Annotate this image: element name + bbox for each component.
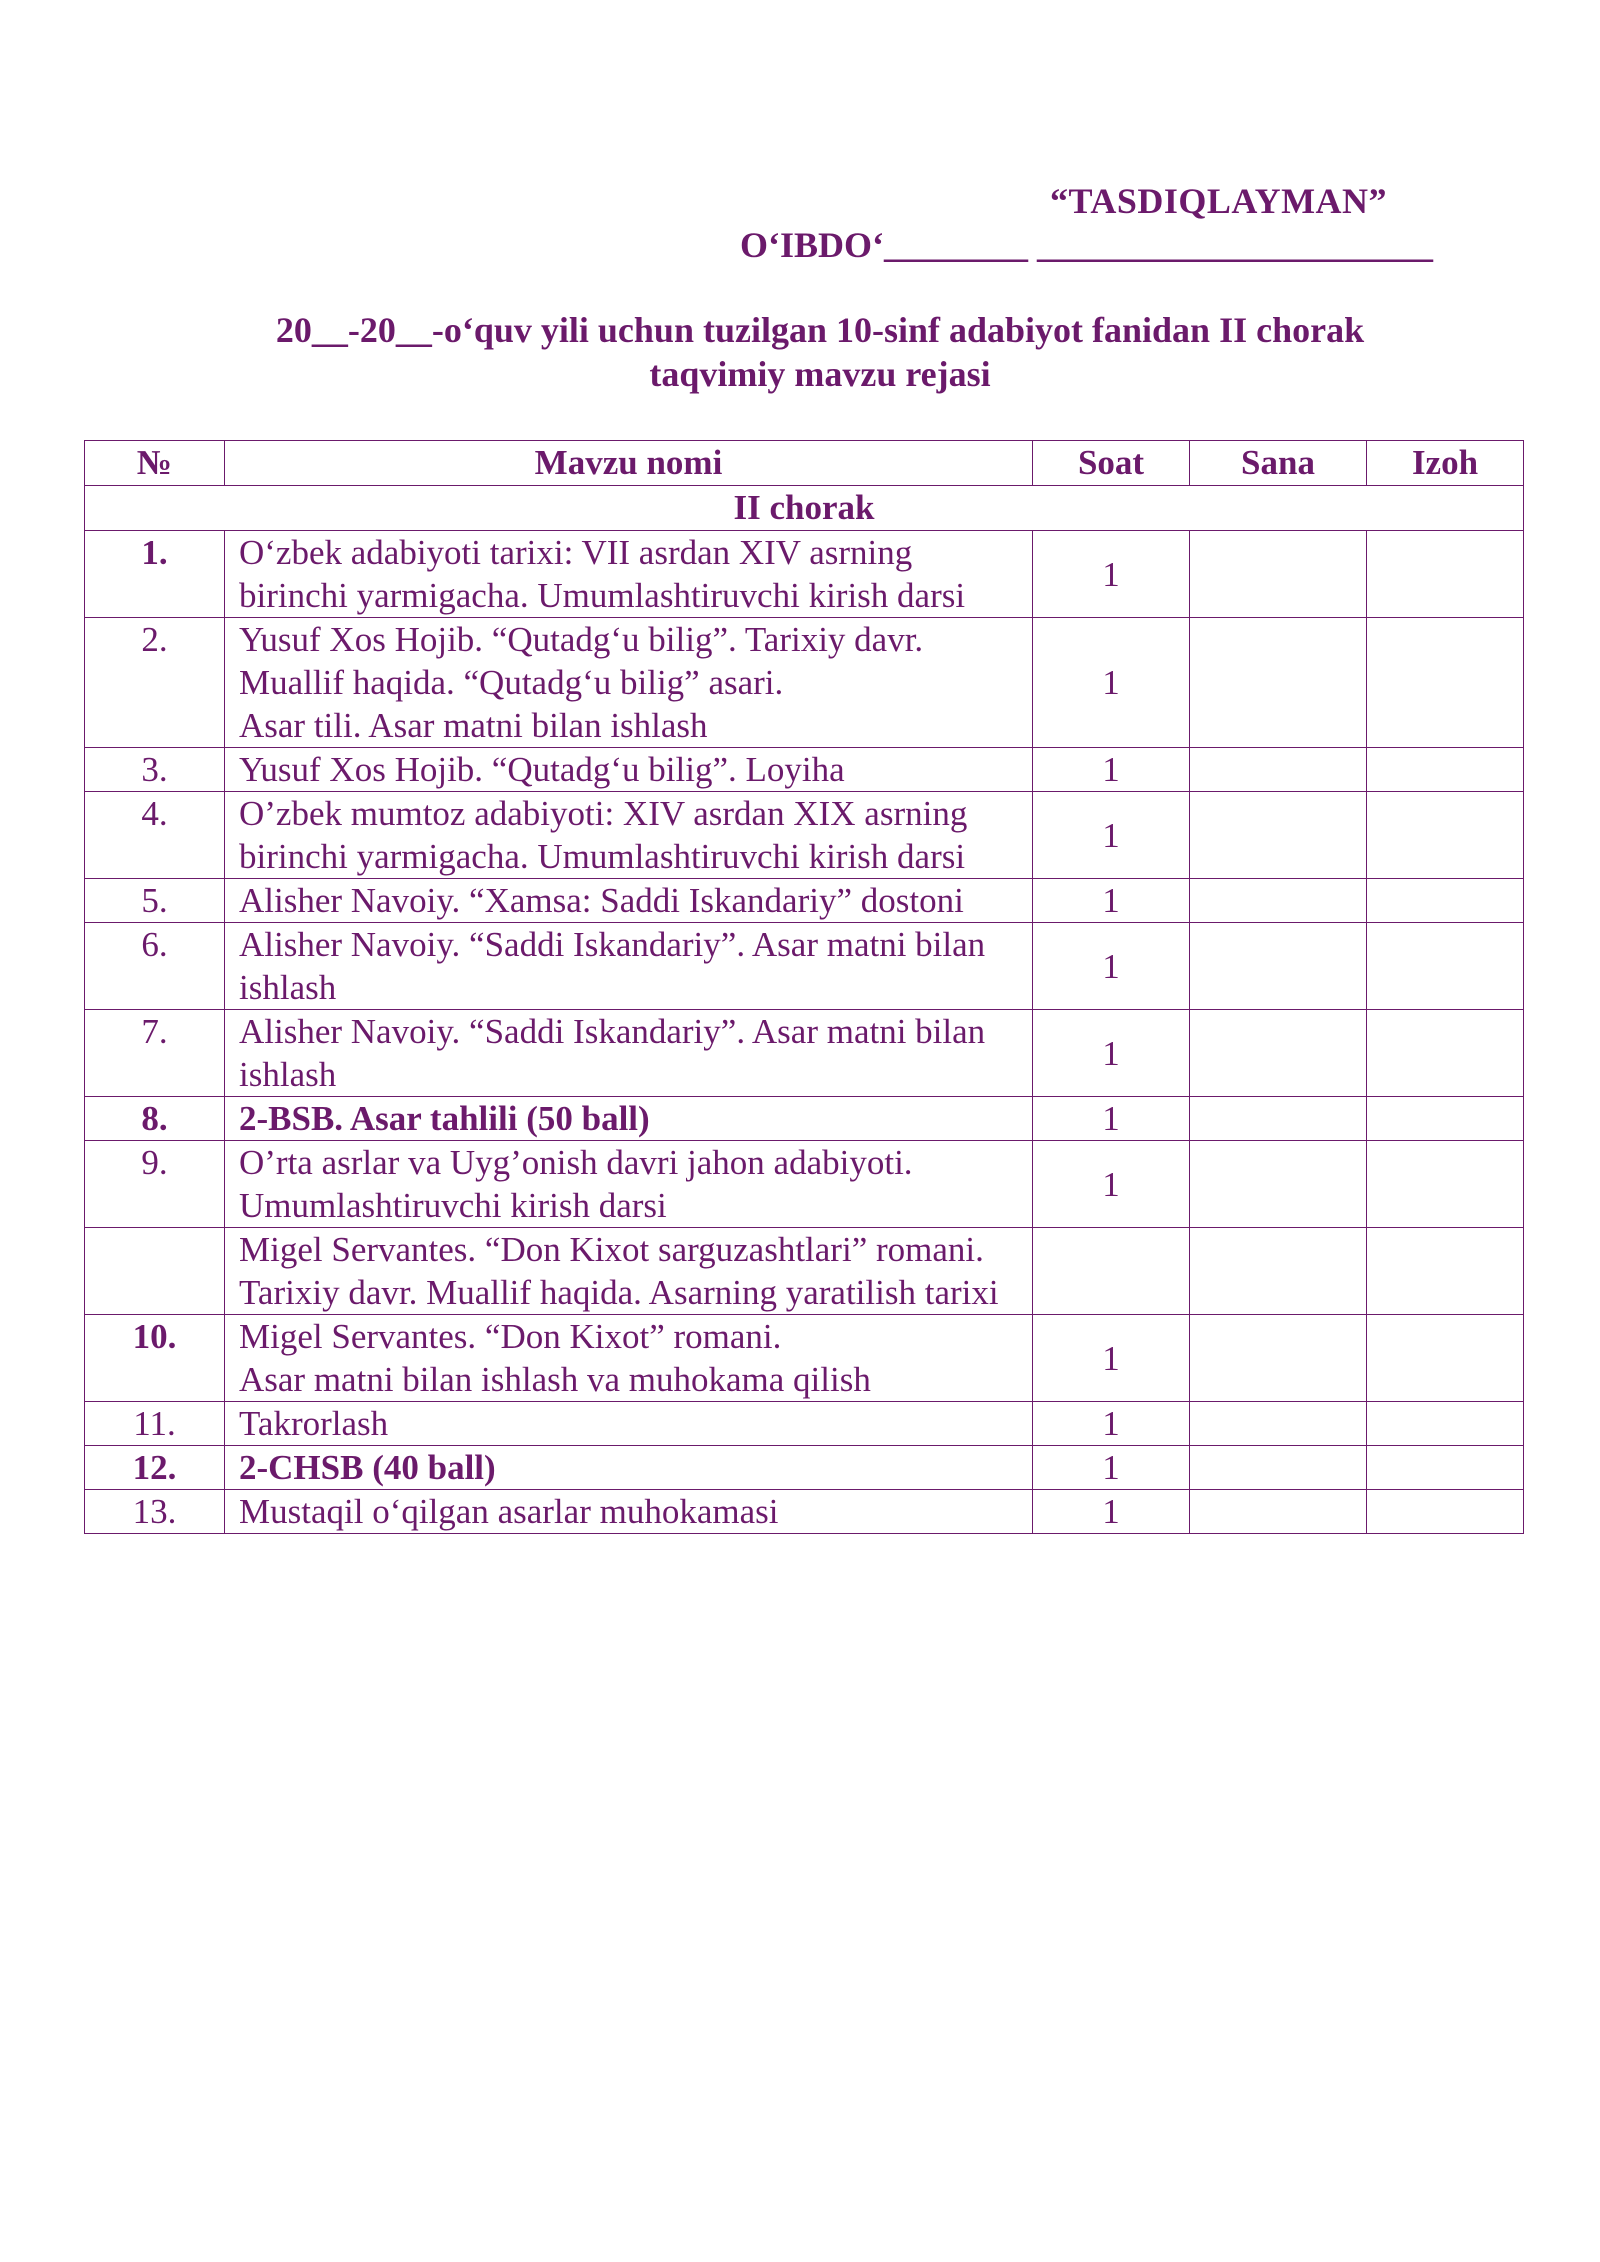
row-notes — [1367, 792, 1524, 879]
row-date — [1190, 1490, 1367, 1534]
row-date — [1190, 1010, 1367, 1097]
column-header-date: Sana — [1190, 441, 1367, 486]
row-topic: O’rta asrlar va Uyg’onish davri jahon adabiyoti. Umumlashtiruvchi kirish darsi — [225, 1141, 1033, 1228]
row-topic: Migel Servantes. “Don Kixot” romani. Asar matni bilan ishlash va muhokama qilish — [225, 1315, 1033, 1402]
column-header-topic: Mavzu nomi — [225, 441, 1033, 486]
row-number: 2. — [85, 618, 225, 748]
table-row — [85, 1490, 1524, 1534]
row-hours: 1 — [1033, 1315, 1190, 1402]
section-label: II chorak — [85, 486, 1524, 531]
row-number: 6. — [85, 923, 225, 1010]
approval-heading: “TASDIQLAYMAN” — [1050, 181, 1388, 221]
row-notes — [1367, 618, 1524, 748]
row-date — [1190, 1097, 1367, 1141]
row-hours: 1 — [1033, 1402, 1190, 1446]
row-date — [1190, 1446, 1367, 1490]
section-row — [85, 486, 1524, 531]
row-topic: Yusuf Xos Hojib. “Qutadg‘u bilig”. Tarixiy davr. Muallif haqida. “Qutadg‘u bilig” asari. Asar tili. Asar matni bilan ishlash — [225, 618, 1033, 748]
row-date — [1190, 748, 1367, 792]
row-notes — [1367, 748, 1524, 792]
row-hours: 1 — [1033, 1097, 1190, 1141]
row-hours: 1 — [1033, 923, 1190, 1010]
row-topic: Alisher Navoiy. “Saddi Iskandariy”. Asar matni bilan ishlash — [225, 1010, 1033, 1097]
row-hours: 1 — [1033, 618, 1190, 748]
table-row — [85, 1446, 1524, 1490]
row-notes — [1367, 1010, 1524, 1097]
title-line-2: taqvimiy mavzu rejasi — [649, 354, 991, 394]
lesson-plan-table — [84, 440, 1524, 1534]
table-row — [85, 1315, 1524, 1402]
table-row — [85, 792, 1524, 879]
column-header-hours: Soat — [1033, 441, 1190, 486]
row-number: 9. — [85, 1141, 225, 1228]
table-row — [85, 879, 1524, 923]
table-row — [85, 923, 1524, 1010]
row-topic: 2-BSB. Asar tahlili (50 ball) — [225, 1097, 1033, 1141]
row-hours: 1 — [1033, 748, 1190, 792]
row-notes — [1367, 1490, 1524, 1534]
row-notes — [1367, 531, 1524, 618]
row-hours: 1 — [1033, 792, 1190, 879]
table-header-row — [85, 441, 1524, 486]
row-hours: 1 — [1033, 531, 1190, 618]
row-number: 11. — [85, 1402, 225, 1446]
row-number: 10. — [85, 1315, 225, 1402]
table-row — [85, 1097, 1524, 1141]
row-hours: 1 — [1033, 879, 1190, 923]
row-date — [1190, 618, 1367, 748]
row-notes — [1367, 1141, 1524, 1228]
row-number: 8. — [85, 1097, 225, 1141]
row-topic: Alisher Navoiy. “Xamsa: Saddi Iskandariy” dostoni — [225, 879, 1033, 923]
table-row — [85, 1141, 1524, 1228]
table-row — [85, 1402, 1524, 1446]
row-topic: 2-CHSB (40 ball) — [225, 1446, 1033, 1490]
row-hours: 1 — [1033, 1010, 1190, 1097]
table-row — [85, 618, 1524, 748]
row-notes — [1367, 1228, 1524, 1315]
row-date — [1190, 1141, 1367, 1228]
row-topic: Yusuf Xos Hojib. “Qutadg‘u bilig”. Loyiha — [225, 748, 1033, 792]
table-row — [85, 1228, 1524, 1315]
column-header-notes: Izoh — [1367, 441, 1524, 486]
row-hours: 1 — [1033, 1141, 1190, 1228]
row-date — [1190, 923, 1367, 1010]
row-number — [85, 1228, 225, 1315]
row-topic: Alisher Navoiy. “Saddi Iskandariy”. Asar matni bilan ishlash — [225, 923, 1033, 1010]
title-line-1: 20__-20__-o‘quv yili uchun tuzilgan 10-sinf adabiyot fanidan II chorak — [275, 310, 1365, 350]
row-number: 5. — [85, 879, 225, 923]
row-number: 7. — [85, 1010, 225, 1097]
table-row — [85, 1010, 1524, 1097]
row-date — [1190, 1228, 1367, 1315]
row-notes — [1367, 923, 1524, 1010]
row-notes — [1367, 1315, 1524, 1402]
row-date — [1190, 792, 1367, 879]
row-hours: 1 — [1033, 1490, 1190, 1534]
table-row — [85, 748, 1524, 792]
row-date — [1190, 1315, 1367, 1402]
row-number: 1. — [85, 531, 225, 618]
row-notes — [1367, 1402, 1524, 1446]
row-topic: O‘zbek adabiyoti tarixi: VII asrdan XIV asrning birinchi yarmigacha. Umumlashtiruvchi kirish darsi — [225, 531, 1033, 618]
row-notes — [1367, 879, 1524, 923]
column-header-number: № — [85, 441, 225, 486]
row-topic: Mustaqil o‘qilgan asarlar muhokamasi — [225, 1490, 1033, 1534]
row-notes — [1367, 1097, 1524, 1141]
row-number: 4. — [85, 792, 225, 879]
row-hours: 1 — [1033, 1446, 1190, 1490]
row-number: 12. — [85, 1446, 225, 1490]
table-row — [85, 531, 1524, 618]
row-number: 3. — [85, 748, 225, 792]
row-hours — [1033, 1228, 1190, 1315]
row-number: 13. — [85, 1490, 225, 1534]
organization-signature-line: O‘IBDO‘________ ______________________ — [740, 225, 1433, 265]
row-date — [1190, 879, 1367, 923]
row-topic: O’zbek mumtoz adabiyoti: XIV asrdan XIX asrning birinchi yarmigacha. Umumlashtiruvchi kirish darsi — [225, 792, 1033, 879]
row-topic: Migel Servantes. “Don Kixot sarguzashtlari” romani. Tarixiy davr. Muallif haqida. Asarning yaratilish tarixi — [225, 1228, 1033, 1315]
row-notes — [1367, 1446, 1524, 1490]
row-topic: Takrorlash — [225, 1402, 1033, 1446]
row-date — [1190, 1402, 1367, 1446]
row-date — [1190, 531, 1367, 618]
document-title — [0, 308, 1600, 396]
